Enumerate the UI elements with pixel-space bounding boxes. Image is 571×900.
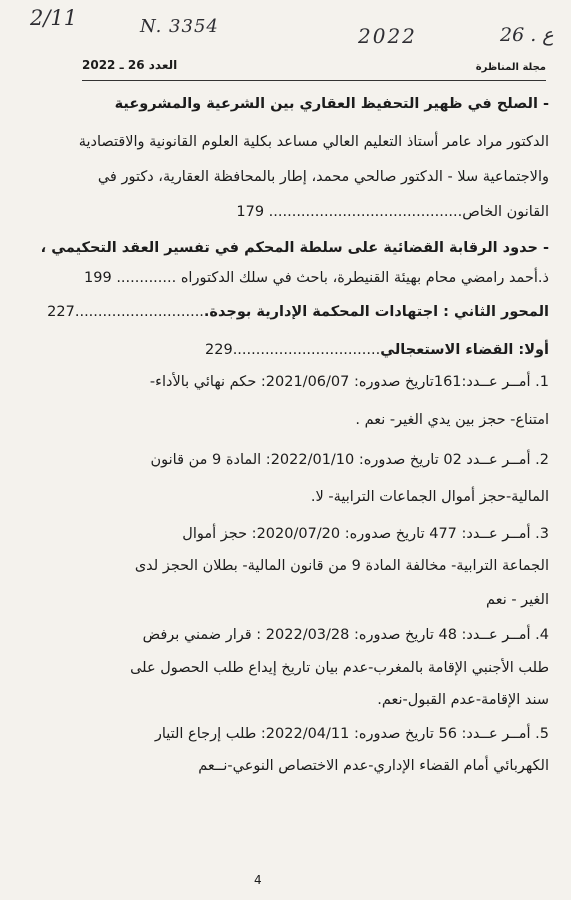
toc-section-line: أولا: القضاء الاستعجالي................................229 xyxy=(205,342,549,358)
page-ref: 229 xyxy=(205,342,233,358)
toc-entry-title: - حدود الرقابة القضائية على سلطة المحكم في تفسير العقد التحكيمي ، xyxy=(40,240,549,256)
handwritten-number: N. 3354 xyxy=(140,16,219,37)
list-item: سند الإقامة-عدم القبول-نعم. xyxy=(377,692,549,708)
list-item: طلب الأجنبي الإقامة بالمغرب-عدم بيان تاريخ إيداع طلب الحصول على xyxy=(130,660,549,676)
list-item: الجماعة الترابية- مخالفة المادة 9 من قانون المالية- بطلان الحجز لدى xyxy=(134,558,549,574)
list-item: الغير - نعم xyxy=(486,592,549,608)
page-ref: 179 xyxy=(236,204,265,220)
page-number: 4 xyxy=(254,873,262,887)
list-item: الكهربائي أمام القضاء الإداري-عدم الاختصاص النوعي-نــعم xyxy=(198,758,549,774)
list-item: 5. أمــر عــدد: 56 تاريخ صدوره: 2022/04/11: طلب إرجاع التيار xyxy=(154,726,549,742)
toc-entry-line: القانون الخاص.......................................... 179 xyxy=(236,204,549,220)
journal-name: مجلة المناظرة xyxy=(475,62,546,73)
list-item: 1. أمــر عــدد:161تاريخ صدوره: 2021/06/07: حكم نهائي بالأداء- xyxy=(149,374,549,390)
handwritten-year: 2022 xyxy=(358,24,417,48)
handwritten-note-left: 2/11 xyxy=(30,6,78,30)
toc-axis-line: المحور الثاني : اجتهادات المحكمة الإدارية بوجدة.............................227 xyxy=(47,304,549,320)
list-item: 2. أمــر عــدد 02 تاريخ صدوره: 2022/01/10: المادة 9 من قانون xyxy=(150,452,549,468)
toc-entry-authors: الدكتور مراد عامر أستاذ التعليم العالي مساعد بكلية العلوم القانونية والاقتصادية xyxy=(78,134,549,150)
toc-entry-title: - الصلح في ظهير التحفيظ العقاري بين الشرعية والمشروعية xyxy=(114,96,549,112)
list-item: 4. أمــر عــدد: 48 تاريخ صدوره: 2022/03/28 : قرار ضمني برفض xyxy=(142,627,549,643)
page-header xyxy=(82,56,546,81)
toc-entry-line: ذ.أحمد رامضي محام بهيئة القنيطرة، باحث في سلك الدكتوراه ............. 199 xyxy=(84,270,549,286)
toc-entry-authors: والاجتماعية سلا - الدكتور صالحي محمد، إطار بالمحافظة العقارية، دكتور في xyxy=(97,169,549,185)
page-ref: 227 xyxy=(47,304,75,320)
list-item: امتناع- حجز بين يدي الغير- نعم . xyxy=(355,412,549,428)
page-ref: 199 xyxy=(84,270,112,286)
list-item: 3. أمــر عــدد: 477 تاريخ صدوره: 2020/07/20: حجز أموال xyxy=(182,526,549,542)
list-item: المالية-حجز أموال الجماعات الترابية- لا. xyxy=(310,489,549,505)
handwritten-note-right: 26 . ع xyxy=(500,24,554,46)
issue-label: العدد 26 ـ 2022 xyxy=(82,58,178,72)
